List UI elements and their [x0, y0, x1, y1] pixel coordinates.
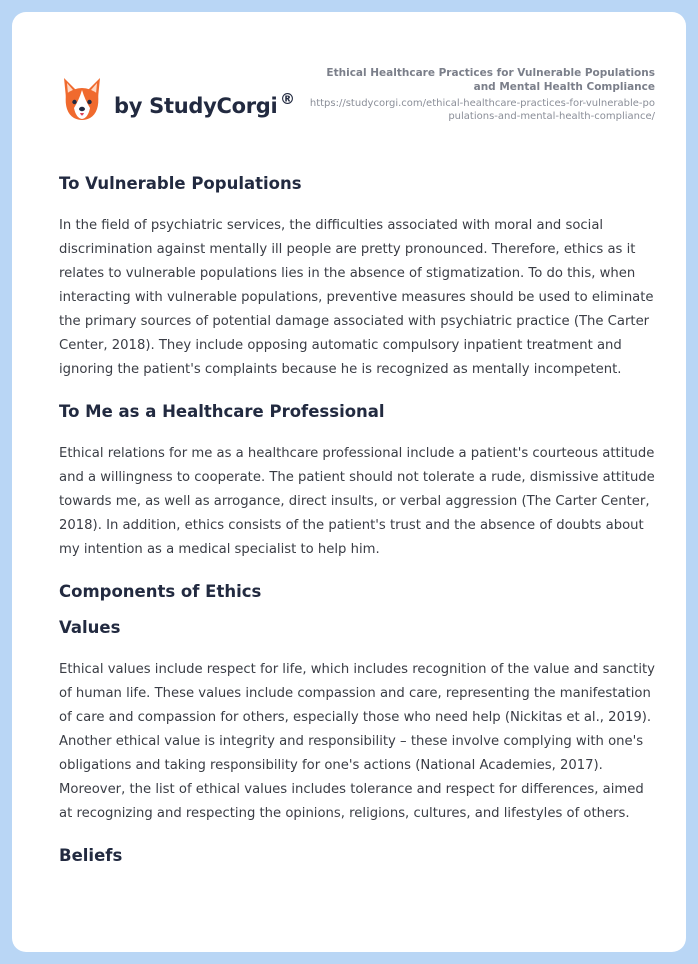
corgi-logo-icon: [60, 76, 104, 122]
paragraph-professional: Ethical relations for me as a healthcare professional include a patient's courteous attitude and a willingness to cooperate. The patient should not tolerate a rude, dismissive attitude towards me, as well as arrogance, direct insults, or verbal aggression (The Carter Center, 2018). In addition, ethics consists of the patient's trust and the absence of doubts about my intention as a medical specialist to help him.: [59, 446, 655, 557]
document-body: [59, 172, 655, 868]
registered-mark: ®: [280, 90, 295, 108]
document-page: [12, 12, 686, 952]
document-header: [12, 12, 686, 152]
section-heading-vulnerable: To Vulnerable Populations: [59, 174, 302, 193]
section-heading-professional: To Me as a Healthcare Professional: [59, 402, 385, 421]
section-heading-components: Components of Ethics: [59, 582, 262, 601]
paragraph-vulnerable: In the field of psychiatric services, the difficulties associated with moral and social discrimination against mentally ill people are pretty pronounced. Therefore, ethics as it relates to vulnerable populations lies in the absence of stigmatization. To do this, when interacting with vulnerable populations, preventive measures should be used to eliminate the primary sources of potential damage associated with psychiatric practice (The Carter Center, 2018). They include opposing automatic compulsory inpatient treatment and ignoring the patient's complaints because he is recognized as mentally incompetent.: [59, 218, 654, 377]
brand-name: by StudyCorgi: [114, 94, 278, 118]
document-meta: [305, 66, 655, 123]
document-url[interactable]: https://studycorgi.com/ethical-healthcare-practices-for-vulnerable-populations-and-mental-health-compliance/: [309, 98, 655, 122]
subsection-heading-beliefs: Beliefs: [59, 846, 123, 865]
studycorgi-logo[interactable]: [60, 76, 310, 128]
paragraph-values: Ethical values include respect for life, which includes recognition of the value and sanctity of human life. These values include compassion and care, representing the manifestation of care and compassion for others, especially those who need help (Nickitas et al., 2019). Another ethical value is integrity and responsibility – these involve complying with one's obligations and taking responsibility for one's actions (National Academies, 2017). Moreover, the list of ethical values includes tolerance and respect for differences, aimed at recognizing and respecting the opinions, religions, cultures, and lifestyles of others.: [59, 662, 655, 821]
document-title: Ethical Healthcare Practices for Vulnerable Populations and Mental Health Compliance: [326, 67, 655, 93]
subsection-heading-values: Values: [59, 618, 121, 637]
